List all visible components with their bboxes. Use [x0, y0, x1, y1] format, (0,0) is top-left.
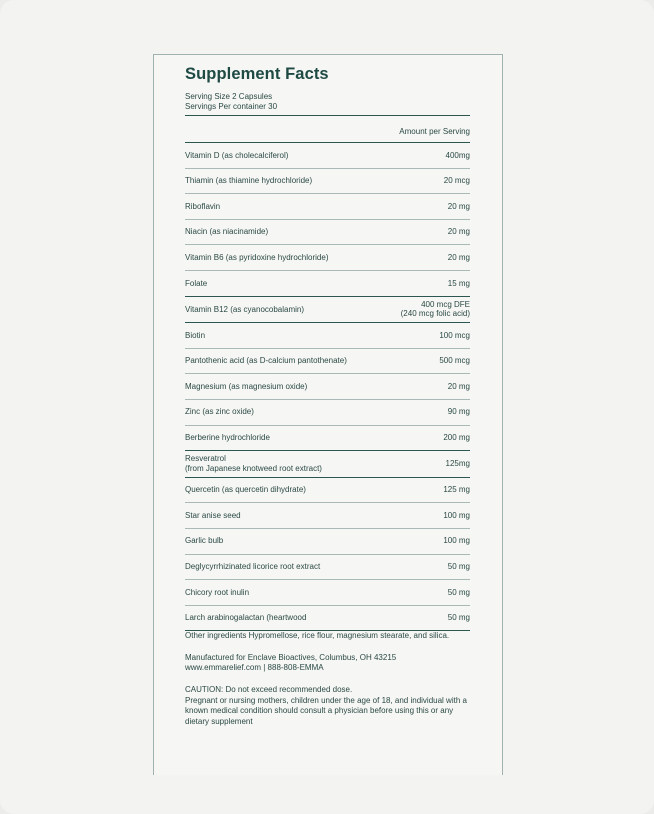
- ingredient-amount: [448, 382, 470, 392]
- table-row: [185, 425, 470, 451]
- ingredient-name: [185, 382, 307, 392]
- ingredient-name: [185, 433, 270, 443]
- ingredient-amount: [443, 485, 470, 495]
- other-ingredients: Other ingredients Hypromellose, rice flour, magnesium stearate, and silica.: [185, 631, 450, 641]
- ingredient-name-note: (from Japanese knotweed root extract): [185, 463, 322, 473]
- ingredient-name-text: Star anise seed: [185, 510, 241, 520]
- ingredient-amount: [448, 279, 470, 289]
- ingredient-name-text: Deglycyrrhizinated licorice root extract: [185, 562, 321, 572]
- ingredient-name: [185, 536, 223, 546]
- table-row: [185, 373, 470, 399]
- ingredient-name-text: Biotin: [185, 330, 206, 340]
- ingredient-amount: [448, 588, 470, 598]
- manufacturer-block: [185, 653, 470, 674]
- ingredient-name: [185, 151, 288, 161]
- table-row: [185, 296, 470, 323]
- servings-per-container: Servings Per container 30: [185, 101, 278, 111]
- ingredient-table: [185, 142, 470, 630]
- table-row: [185, 322, 470, 348]
- divider-thick: [185, 115, 470, 116]
- ingredient-amount: [439, 356, 470, 366]
- ingredient-name: [185, 588, 249, 598]
- ingredient-name: [185, 454, 322, 473]
- ingredient-name-text: Riboflavin: [185, 201, 221, 211]
- table-row: [185, 399, 470, 425]
- footer: [185, 631, 470, 727]
- ingredient-name-text: Zinc (as zinc oxide): [185, 407, 254, 417]
- table-row: [185, 450, 470, 477]
- ingredient-amount: [448, 407, 470, 417]
- ingredient-name: [185, 485, 306, 495]
- table-row: [185, 477, 470, 503]
- ingredient-name: [185, 202, 220, 212]
- ingredient-amount: [448, 227, 470, 237]
- ingredient-amount: [439, 331, 470, 341]
- ingredient-amount-text: 125mg: [445, 459, 470, 469]
- table-row: [185, 605, 470, 631]
- ingredient-name-text: Folate: [185, 278, 208, 288]
- ingredient-name: [185, 253, 328, 263]
- serving-info: [185, 92, 470, 111]
- table-row: [185, 244, 470, 270]
- page-title: Supplement Facts: [185, 65, 329, 83]
- ingredient-amount-text: 50 mg: [447, 613, 470, 623]
- ingredient-name-text: Garlic bulb: [185, 536, 224, 546]
- ingredient-name: [185, 407, 254, 417]
- ingredient-name-text: Vitamin D (as cholecalciferol): [185, 150, 289, 160]
- table-row: [185, 219, 470, 245]
- ingredient-amount: [443, 433, 470, 443]
- ingredient-amount-text: 500 mcg: [439, 356, 470, 366]
- serving-size: Serving Size 2 Capsules: [185, 92, 273, 101]
- manufacturer: Manufactured for Enclave Bioactives, Columbus, OH 43215: [185, 652, 397, 662]
- ingredient-amount-text: 20 mg: [447, 227, 470, 237]
- ingredient-name: [185, 176, 312, 186]
- ingredient-amount: [446, 459, 470, 469]
- ingredient-amount-text: 100 mg: [443, 536, 470, 546]
- ingredient-amount-text: 20 mg: [447, 381, 470, 391]
- table-row: [185, 168, 470, 194]
- table-row: [185, 142, 470, 168]
- ingredient-name: [185, 305, 304, 315]
- ingredient-name: [185, 511, 241, 521]
- caution-text: Pregnant or nursing mothers, children under the age of 18, and individual with a known medical condition should consult a physician before using this or any dietary supplement: [185, 695, 467, 726]
- ingredient-amount-note: (240 mcg folic acid): [400, 309, 470, 319]
- table-row: [185, 193, 470, 219]
- contact: www.emmarelief.com | 888-808-EMMA: [185, 663, 324, 673]
- ingredient-amount-text: 125 mg: [443, 485, 470, 495]
- ingredient-amount: [444, 176, 470, 186]
- ingredient-amount: [443, 511, 470, 521]
- ingredient-name: [185, 562, 320, 572]
- ingredient-amount-text: 20 mg: [447, 201, 470, 211]
- supplement-facts-panel: [153, 54, 503, 775]
- ingredient-amount-text: 20 mcg: [443, 176, 470, 186]
- ingredient-amount: [443, 536, 470, 546]
- ingredient-amount-text: 50 mg: [447, 587, 470, 597]
- ingredient-amount: [448, 253, 470, 263]
- ingredient-name: [185, 279, 207, 289]
- ingredient-name: [185, 227, 268, 237]
- ingredient-name-text: Larch arabinogalactan (heartwood: [185, 613, 307, 623]
- column-header: Amount per Serving: [399, 126, 470, 136]
- ingredient-name-text: Resveratrol: [185, 454, 226, 464]
- panel-content: [185, 63, 470, 727]
- ingredient-name: [185, 356, 347, 366]
- ingredient-amount-text: 100 mcg: [439, 330, 470, 340]
- ingredient-amount: [448, 562, 470, 572]
- table-row: [185, 348, 470, 374]
- ingredient-name-text: Vitamin B12 (as cyanocobalamin): [185, 304, 305, 314]
- ingredient-name-text: Berberine hydrochloride: [185, 433, 270, 443]
- ingredient-name-text: Chicory root inulin: [185, 587, 250, 597]
- ingredient-name-text: Quercetin (as quercetin dihydrate): [185, 485, 306, 495]
- ingredient-amount: [401, 300, 470, 319]
- ingredient-amount-text: 100 mg: [443, 510, 470, 520]
- table-row: [185, 528, 470, 554]
- caution-title: CAUTION: Do not exceed recommended dose.: [185, 685, 353, 695]
- caution-block: [185, 685, 470, 727]
- ingredient-name-text: Vitamin B6 (as pyridoxine hydrochloride): [185, 252, 329, 262]
- ingredient-amount-text: 15 mg: [447, 278, 470, 288]
- ingredient-amount-text: 90 mg: [447, 407, 470, 417]
- table-row: [185, 579, 470, 605]
- ingredient-amount: [446, 151, 470, 161]
- table-row: [185, 554, 470, 580]
- table-row: [185, 502, 470, 528]
- ingredient-name: [185, 331, 205, 341]
- ingredient-name: [185, 613, 306, 623]
- ingredient-amount-text: 50 mg: [447, 562, 470, 572]
- ingredient-name-text: Magnesium (as magnesium oxide): [185, 381, 308, 391]
- table-row: [185, 270, 470, 296]
- ingredient-amount: [448, 613, 470, 623]
- ingredient-amount-text: 200 mg: [443, 433, 470, 443]
- ingredient-name-text: Pantothenic acid (as D-calcium pantothenate): [185, 356, 347, 366]
- ingredient-name-text: Niacin (as niacinamide): [185, 227, 269, 237]
- ingredient-name-text: Thiamin (as thiamine hydrochloride): [185, 176, 313, 186]
- ingredient-amount-text: 400mg: [445, 150, 470, 160]
- ingredient-amount: [448, 202, 470, 212]
- ingredient-amount-text: 20 mg: [447, 252, 470, 262]
- ingredient-amount-text: 400 mcg DFE: [421, 299, 470, 309]
